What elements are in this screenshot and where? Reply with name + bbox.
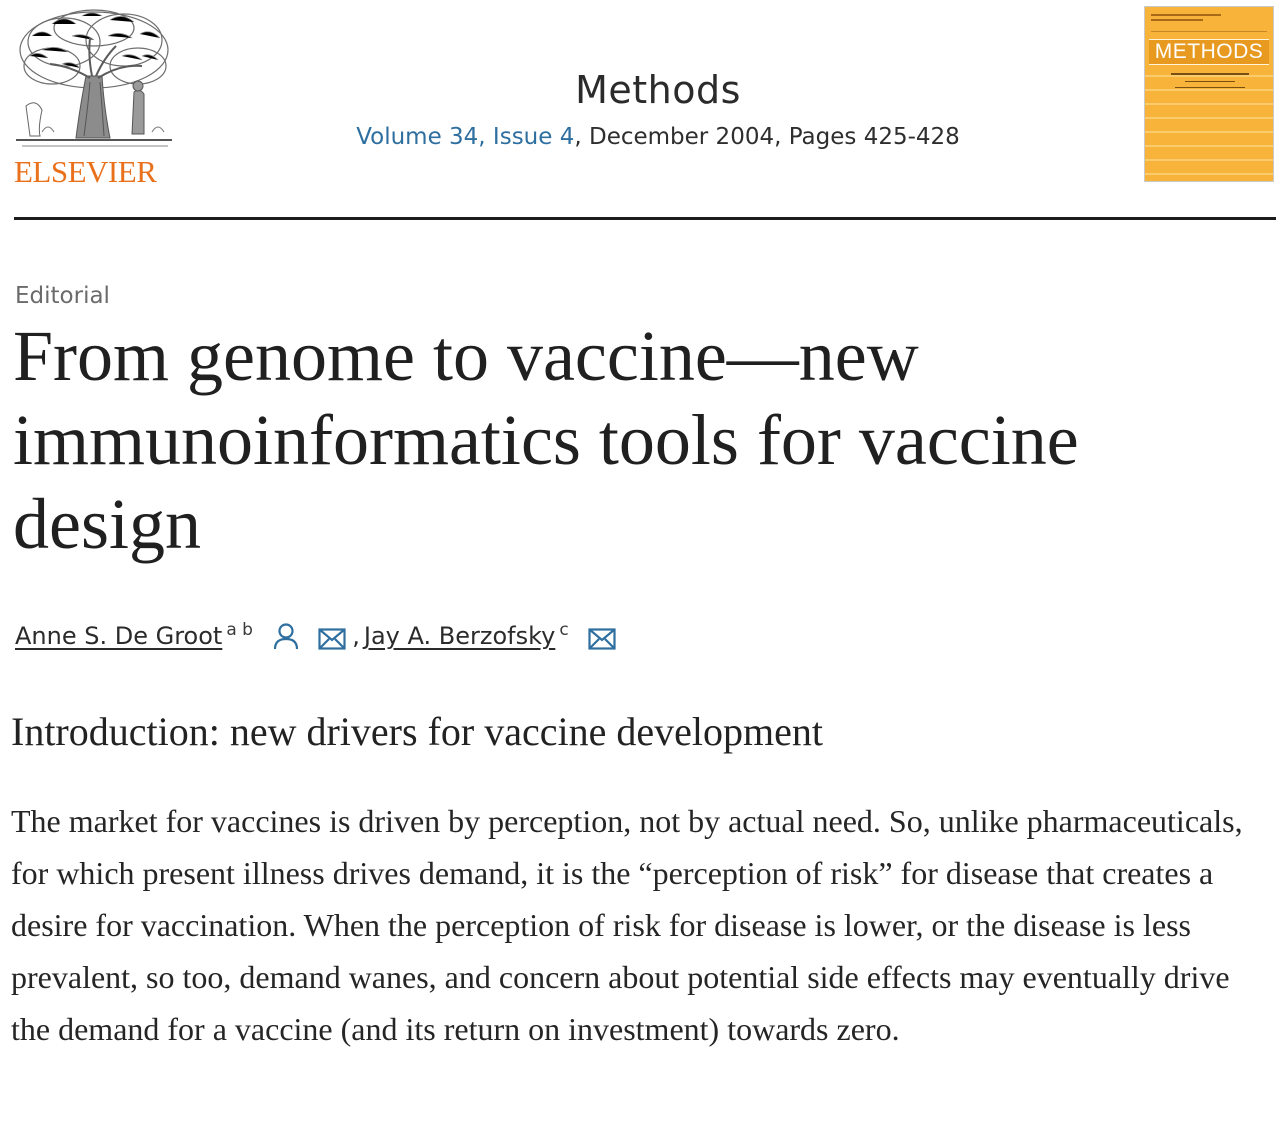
author-affiliation-markers[interactable]: a b bbox=[226, 620, 253, 640]
volume-issue-link[interactable]: Volume 34, Issue 4 bbox=[356, 124, 575, 150]
envelope-icon-glyph bbox=[588, 628, 616, 650]
publisher-logo-text: ELSEVIER bbox=[14, 154, 157, 189]
author-name-link[interactable]: Jay A. Berzofsky bbox=[363, 622, 556, 650]
person-icon-glyph bbox=[273, 622, 299, 650]
body-paragraph: The market for vaccines is driven by perception, not by actual need. So, unlike pharmaceuticals, for which present illness drives demand, it is the “perception of risk” for disease that creates a desire for vaccination. When the perception of risk for disease is lower, or the disease is less prevalent, so too, demand wanes, and concern about potential side effects may eventually drive the demand for a vaccine (and its return on investment) towards zero. bbox=[11, 803, 1243, 1047]
cover-header-lines bbox=[1151, 11, 1267, 32]
article-type-label: Editorial bbox=[15, 283, 110, 309]
issue-info bbox=[300, 122, 1016, 152]
journal-cover-image[interactable] bbox=[1144, 6, 1274, 182]
journal-info bbox=[300, 62, 1016, 152]
elsevier-logo[interactable] bbox=[12, 6, 176, 189]
elsevier-tree-icon bbox=[12, 6, 176, 152]
issue-details: , December 2004, Pages 425-428 bbox=[574, 124, 960, 150]
envelope-icon-glyph bbox=[318, 628, 346, 650]
journal-title-link[interactable]: Methods bbox=[575, 68, 741, 112]
author-separator: , bbox=[352, 622, 360, 650]
person-icon[interactable] bbox=[273, 622, 299, 660]
journal-header bbox=[0, 0, 1284, 222]
envelope-icon[interactable] bbox=[318, 624, 346, 660]
author-list bbox=[15, 612, 616, 652]
author-affiliation-markers[interactable]: c bbox=[559, 620, 569, 640]
cover-title: METHODS bbox=[1149, 39, 1269, 65]
article-title: From genome to vaccine—new immunoinformatics tools for vaccine design bbox=[13, 316, 1079, 564]
header-divider bbox=[14, 217, 1276, 220]
section-heading: Introduction: new drivers for vaccine development bbox=[11, 709, 823, 754]
envelope-icon[interactable] bbox=[588, 624, 616, 660]
author-name-link[interactable]: Anne S. De Groot bbox=[15, 622, 223, 650]
